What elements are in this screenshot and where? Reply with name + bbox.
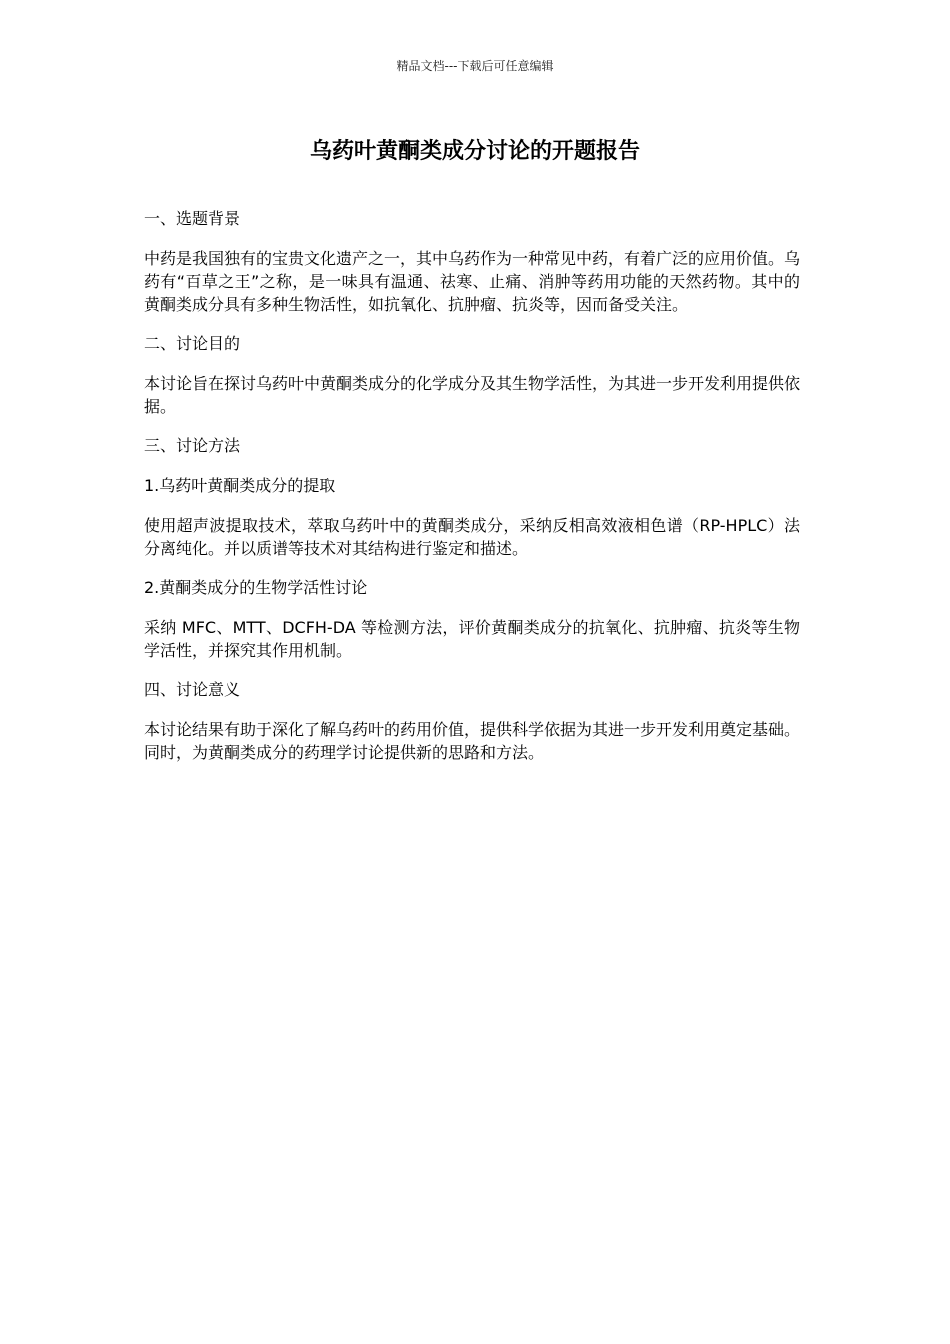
subsection-paragraph-extraction: 使用超声波提取技术，萃取乌药叶中的黄酮类成分，采纳反相高效液相色谱（RP-HPLC）法分离纯化。并以质谱等技术对其结构进行鉴定和描述。 (144, 516, 800, 558)
section-heading-background: 一、选题背景 (144, 209, 241, 228)
document-body (144, 207, 800, 780)
section-paragraph-background: 中药是我国独有的宝贵文化遗产之一，其中乌药作为一种常见中药，有着广泛的应用价值。乌药有“百草之王”之称，是一味具有温通、祛寒、止痛、消肿等药用功能的天然药物。其中的黄酮类成分具有多种生物活性，如抗氧化、抗肿瘤、抗炎等，因而备受关注。 (144, 249, 801, 314)
document-title: 乌药叶黄酮类成分讨论的开题报告 (309, 139, 640, 164)
section-heading-significance: 四、讨论意义 (144, 680, 241, 699)
subsection-heading-bioactivity: 2.黄酮类成分的生物学活性讨论 (144, 578, 368, 597)
section-paragraph-purpose: 本讨论旨在探讨乌药叶中黄酮类成分的化学成分及其生物学活性，为其进一步开发利用提供依据。 (144, 374, 801, 416)
subsection-paragraph-bioactivity: 采纳 MFC、MTT、DCFH-DA 等检测方法，评价黄酮类成分的抗氧化、抗肿瘤、抗炎等生物学活性，并探究其作用机制。 (144, 618, 800, 660)
subsection-heading-extraction: 1.乌药叶黄酮类成分的提取 (144, 476, 336, 495)
page-header-note: 精品文档---下载后可任意编辑 (396, 59, 554, 73)
section-heading-purpose: 二、讨论目的 (144, 334, 241, 353)
section-heading-methods: 三、讨论方法 (144, 436, 241, 455)
section-paragraph-significance: 本讨论结果有助于深化了解乌药叶的药用价值，提供科学依据为其进一步开发利用奠定基础。同时，为黄酮类成分的药理学讨论提供新的思路和方法。 (144, 720, 801, 762)
